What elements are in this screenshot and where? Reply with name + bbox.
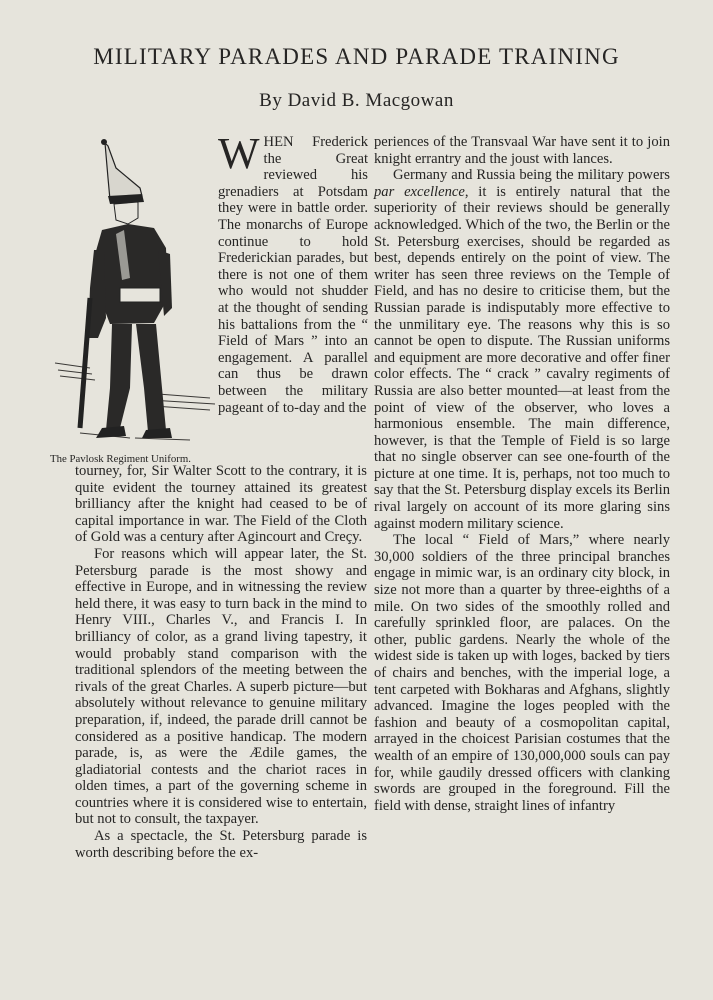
figure-caption: The Pavlosk Regiment Uniform. (50, 453, 191, 465)
paragraph: periences of the Transvaal War have sent it to join knight errantry and the joust with lances. (374, 134, 670, 167)
paragraph: For reasons which will appear later, the St. Petersburg parade is the most showy and effective in Europe, and in witnessing the review held there, it was easy to turn back in the mind to Henry VIII., Charles V., and Francis I. In brilliancy of color, as a grand living tapestry, it would probably stand comparison with the traditional splendors of the meeting between the rivals of the great Charles. A superb picture—but absolutely without relevance to genuine military preparation, if, indeed, the parade drill cannot be considered as a positive handicap. The modern parade, is, as were the Ædile games, the gladiatorial contests and the chariot races in olden times, a part of the governing scheme in countries where it is considered wise to entertain, but not to consult, the taxpayer. (75, 545, 367, 828)
paragraph (374, 167, 670, 532)
lead-paragraph (218, 129, 368, 416)
article-byline: By David B. Macgowan (259, 90, 454, 111)
soldier-illustration (50, 138, 218, 453)
lead-text: HEN Frederick the Great reviewed his grenadiers at Potsdam they were in battle order. The monarchs of Europe continue to hold Frederickian parades, but there is not one of them who would not shudder at the thought of sending his battalions from the “ Field of Mars ” into an engagement. A parallel can thus be drawn between the military pageant of to-day and the (218, 134, 368, 416)
lead-column (218, 129, 368, 416)
right-column (374, 134, 670, 814)
paragraph: tourney, for, Sir Walter Scott to the contrary, it is quite evident the tourney attained its greatest brilliancy after the knight had ceased to be of capital importance in war. The Field of the Cloth of Gold was a century after Agincourt and Creçy. (75, 463, 367, 546)
left-column (75, 463, 367, 861)
drop-cap: W (218, 129, 260, 178)
paragraph: The local “ Field of Mars,” where nearly 30,000 soldiers of the three principal branches engage in mimic war, is an ordinary city block, in size not more than a quarter by three-eighths of a mile. On two sides of the smoothly rolled and carefully sprinkled floor, are palaces. On the other, public gardens. Nearly the whole of the widest side is taken up with loges, backed by tiers of chairs and benches, with the imperial loge, a tent carpeted with Bokharas and Afghans, slightly advanced. Imagine the loges peopled with the fashion and beauty of a cosmopolitan capital, arrayed in the choicest Parisian costumes that the wealth of an empire of 130,000,000 souls can pay for, while gaudily dressed officers with clanking swords are grouped in the foreground. Fill the field with dense, straight lines of infantry (374, 532, 670, 814)
paragraph: As a spectacle, the St. Petersburg parade is worth describing before the ex- (75, 828, 367, 861)
text-run: Germany and Russia being the military powers (392, 167, 670, 184)
italic-phrase: par excellence (374, 183, 465, 200)
text-run: , it is entirely natural that the superiority of their reviews should be generally acknowledged. Which of the two, the Berlin or the St. Petersburg exercises, should be regarded as best, depends entirely on the point of view. The writer has seen three reviews on the Temple of Field, and has no desire to criticise them, but the Russian parade is indisputably more effective to the unmilitary eye. The reasons why this is so cannot be open to dispute. The Russian uniforms and equipment are more decorative and offer finer color effects. The “ crack ” cavalry regiments of Russia are also better mounted—at least from the point of view of the observer, who loves a harmonious ensemble. The main difference, however, is that the Temple of Field is so large that no single observer can see one-fourth of the picture at one time. It is, perhaps, not too much to say that the St. Petersburg display excels its Berlin rival largely on account of its more glaring sins against modern military science. (374, 183, 671, 532)
article-title: MILITARY PARADES AND PARADE TRAINING (93, 44, 620, 69)
